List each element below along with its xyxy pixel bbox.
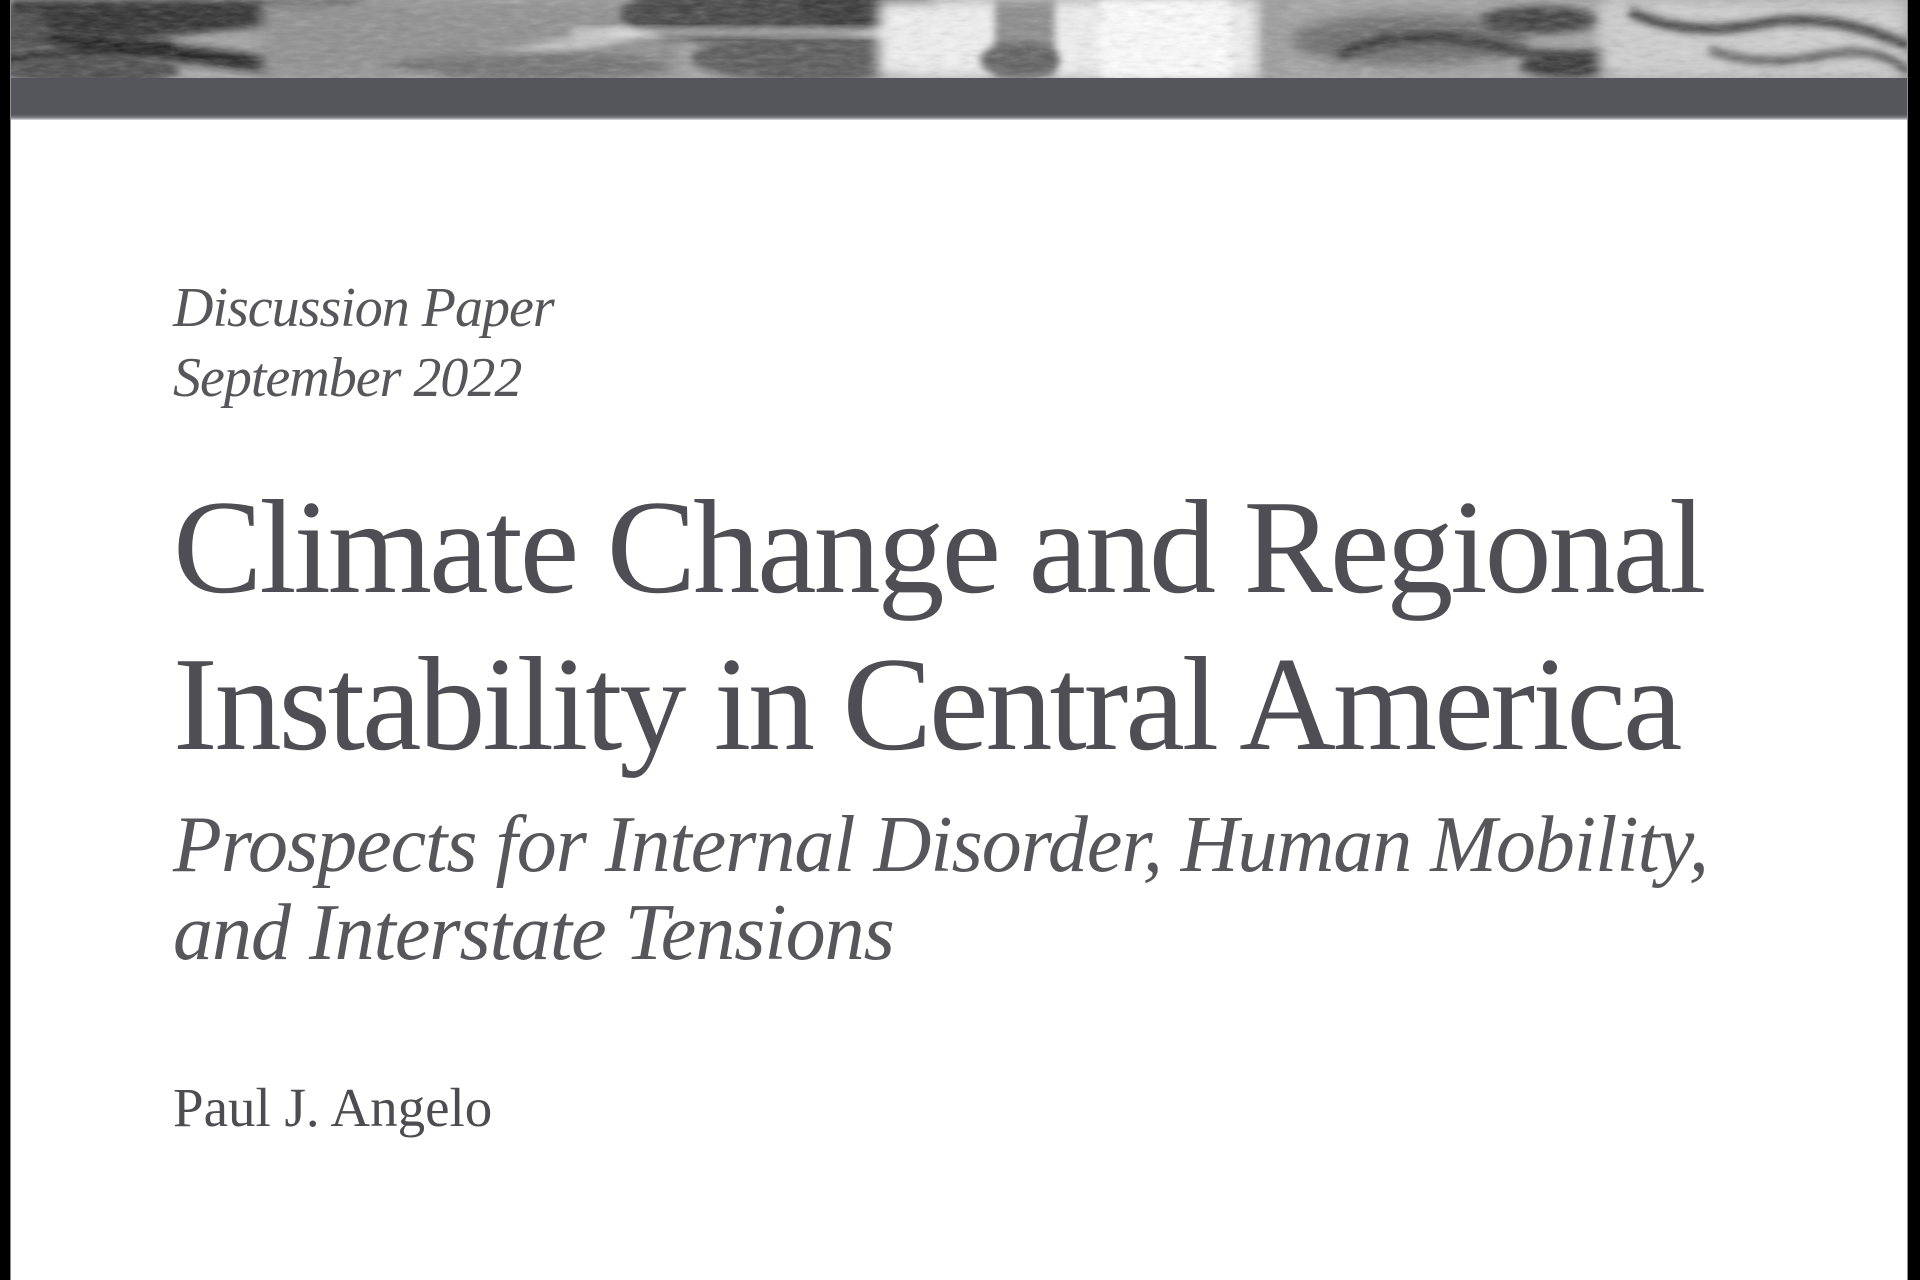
document-page bbox=[11, 0, 1907, 1280]
paper-date-label: September 2022 bbox=[173, 347, 522, 409]
page-subtitle bbox=[173, 801, 1867, 977]
page-title-line-1: Climate Change and Regional bbox=[173, 473, 1704, 621]
author-name: Paul J. Angelo bbox=[173, 1077, 493, 1138]
page-subtitle-line-2: and Interstate Tensions bbox=[173, 889, 894, 977]
page-subtitle-line-1: Prospects for Internal Disorder, Human Mobility, bbox=[173, 801, 1708, 889]
letterbox-bar-right bbox=[1907, 0, 1920, 1280]
page-title bbox=[173, 469, 1867, 783]
letterbox-bar-left bbox=[0, 0, 11, 1280]
cover-content bbox=[11, 273, 1907, 1137]
page-title-line-2: Instability in Central America bbox=[173, 630, 1680, 778]
cover-photo-image bbox=[11, 0, 1907, 78]
kicker-block bbox=[173, 273, 1867, 413]
accent-band bbox=[11, 78, 1907, 120]
paper-type-label: Discussion Paper bbox=[173, 277, 554, 339]
